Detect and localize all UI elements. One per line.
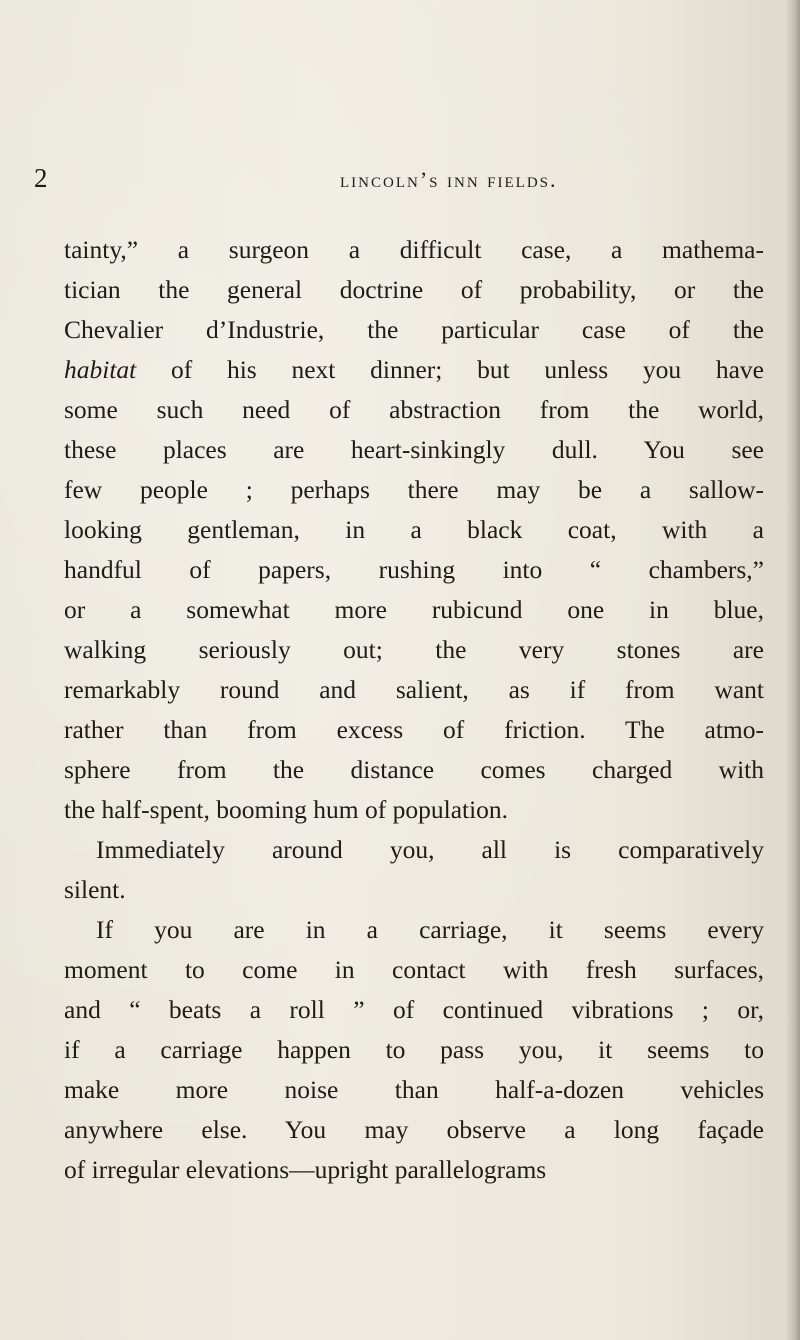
text-line: if a carriage happen to pass you, it seems to [64,1035,764,1064]
text-line: or a somewhat more rubicund one in blue, [64,595,764,624]
italic-word: habitat [64,355,137,384]
text-line: remarkably round and salient, as if from want [64,675,764,704]
page-edge-shadow [786,0,800,1340]
text-line: Immediately around you, all is comparatively [96,835,764,864]
text-line: silent. [64,875,126,904]
text-line: moment to come in contact with fresh surfaces, [64,955,764,984]
text-line: few people ; perhaps there may be a sallow- [64,475,764,504]
running-head: lincoln’s inn fields. [340,167,558,192]
text-line: the half-spent, booming hum of population. [64,795,509,824]
text-line: handful of papers, rushing into “ chambers,” [64,555,764,584]
body-text [64,230,764,1190]
text-line: tainty,” a surgeon a difficult case, a mathema- [64,235,764,264]
text-line: of irregular elevations—upright parallelograms [64,1155,547,1184]
text-line-rest: of his next dinner; but unless you have [136,355,764,384]
text-line [64,350,764,390]
text-line: these places are heart-sinkingly dull. You see [64,435,764,464]
text-line: looking gentleman, in a black coat, with a [64,515,764,544]
text-line: and “ beats a roll ” of continued vibrations ; or, [64,995,764,1024]
text-line: some such need of abstraction from the world, [64,395,764,424]
text-line: sphere from the distance comes charged with [64,755,764,784]
text-line: walking seriously out; the very stones are [64,635,764,664]
text-line: anywhere else. You may observe a long façade [64,1115,764,1144]
page-number: 2 [34,163,49,193]
text-line: If you are in a carriage, it seems every [96,915,764,944]
text-line: rather than from excess of friction. The atmo- [64,715,764,744]
text-line: tician the general doctrine of probability, or the [64,275,764,304]
page-header [0,163,800,197]
text-line: Chevalier d’Industrie, the particular case of the [64,315,764,344]
text-line: make more noise than half-a-dozen vehicles [64,1075,764,1104]
